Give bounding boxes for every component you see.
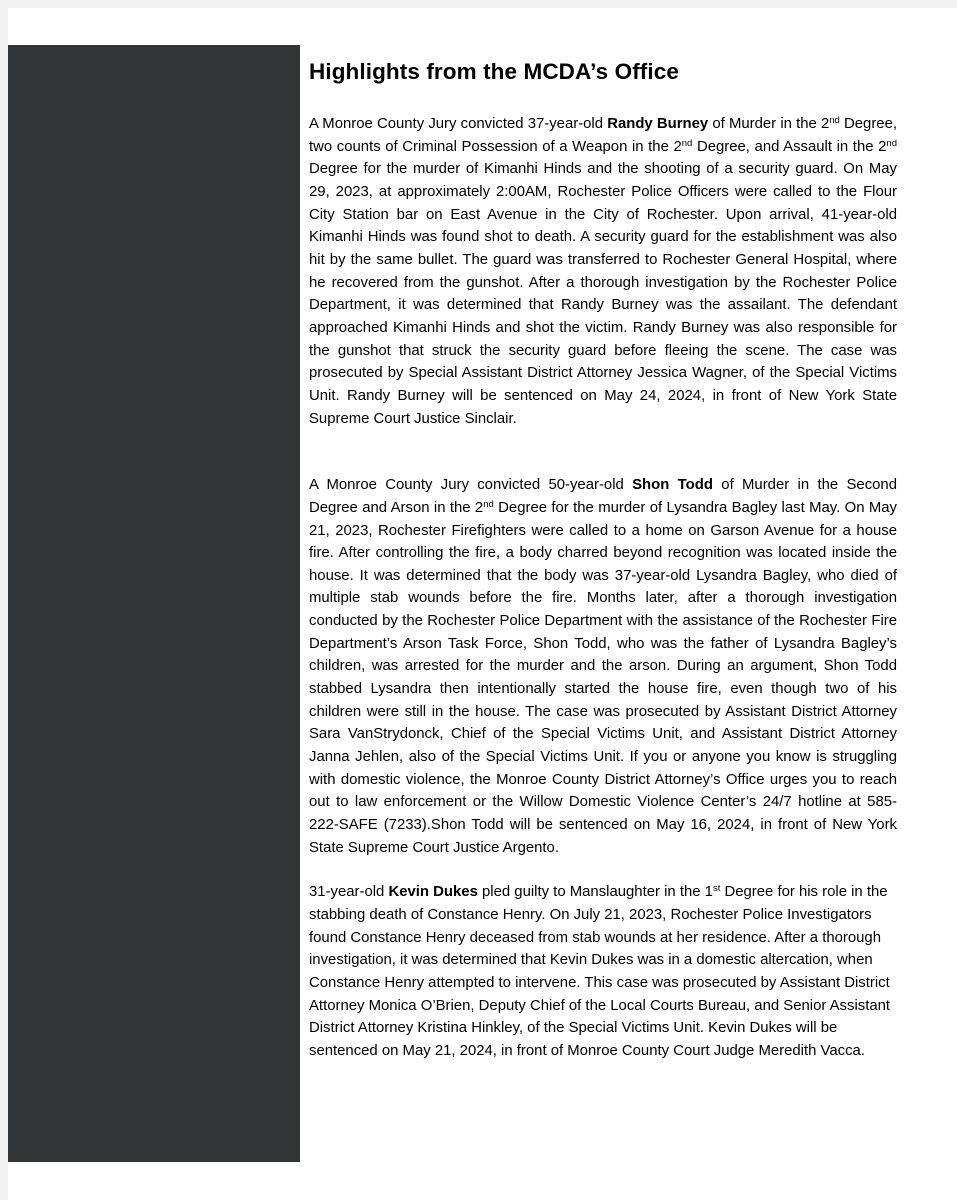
case-text: Degree for the murder of Kimanhi Hinds and the shooting of a security guard. On May 29, 2023, at approximately 2:00AM, Rochester Police Officers were called to the Flour City Station bar on East Avenue in the City of Rochester. Upon arrival, 41-year-old Kimanhi Hinds was found shot to death. A security guard for the establishment was also hit by the same bullet. The guard was transferred to Rochester General Hospital, where he recovered from the gunshot. After a thorough investigation by the Rochester Police Department, it was determined that Randy Burney was the assailant. The defendant approached Kimanhi Hinds and shot the victim. Randy Burney was also responsible for the gunshot that struck the security guard before fleeing the scene. The case was prosecuted by Special Assistant District Attorney Jessica Wagner, of the Special Victims Unit. Randy Burney will be sentenced on May 24, 2024, in front of New York State Supreme Court Justice Sinclair.: [309, 161, 897, 427]
case-text: A Monroe County Jury convicted 50-year-old: [309, 477, 633, 494]
defendant-name: Kevin Dukes: [388, 884, 478, 901]
ordinal-suffix: nd: [829, 115, 840, 126]
paragraph-spacer: [309, 430, 897, 452]
case-text: Degree for his role in the stabbing death of Constance Henry. On July 21, 2023, Rochester Police Investigators found Constance Henry deceased from stab wounds at her residence. After a thorough investigation, it was determined that Kevin Dukes was in a domestic altercation, when Constance Henry attempted to intervene. This case was prosecuted by Assistant District Attorney Monica O’Brien, Deputy Chief of the Local Courts Bureau, and Senior Assistant District Attorney Kristina Hinkley, of the Special Victims Unit. Kevin Dukes will be sentenced on May 21, 2024, in front of Monroe County Court Judge Meredith Vacca.: [309, 884, 891, 1059]
paragraph-spacer: [309, 859, 897, 881]
case-text: Degree, and Assault in the 2: [692, 138, 887, 155]
paragraph-spacer: [309, 452, 897, 474]
case-text: Degree for the murder of Lysandra Bagley last May. On May 21, 2023, Rochester Firefighters were called to a home on Garson Avenue for a house fire. After controlling the fire, a body charred beyond recognition was located inside the house. It was determined that the body was 37-year-old Lysandra Bagley, who died of multiple stab wounds before the fire. Months later, after a thorough investigation conducted by the Rochester Police Department with the assistance of the Rochester Fire Department’s Arson Task Force, Shon Todd, who was the father of Lysandra Bagley’s children, was arrested for the murder and the arson. During an argument, Shon Todd stabbed Lysandra then intentionally started the house fire, even though two of his children were still in the house. The case was prosecuted by Assistant District Attorney Sara VanStrydonck, Chief of the Special Victims Unit, and Assistant District Attorney Janna Jehlen, also of the Special Victims Unit. If you or anyone you know is struggling with domestic violence, the Monroe County District Attorney’s Office urges you to reach out to law enforcement or the Willow Domestic Violence Center’s 24/7 hotline at 585-222-SAFE (7233).Shon Todd will be sentenced on May 16, 2024, in front of New York State Supreme Court Justice Argento.: [309, 499, 897, 856]
case-paragraph-dukes: [309, 881, 897, 1062]
document-body: [309, 57, 897, 1063]
page-title: Highlights from the MCDA’s Office: [309, 59, 679, 84]
case-text: A Monroe County Jury convicted 37-year-old: [309, 116, 608, 132]
ordinal-suffix: nd: [483, 498, 494, 510]
defendant-name: Randy Burney: [607, 116, 709, 132]
case-text: Degree, two counts of Criminal Possession of a Weapon in the 2: [309, 116, 897, 155]
sidebar-bar: [8, 45, 300, 1162]
ordinal-suffix: nd: [681, 137, 693, 149]
case-paragraph-todd: [309, 474, 897, 859]
case-text: of Murder in the 2: [708, 116, 830, 132]
case-text: of Murder in the Second Degree and Arson in the 2: [309, 477, 897, 516]
defendant-name: Shon Todd: [632, 477, 713, 494]
ordinal-suffix: nd: [886, 137, 897, 149]
ordinal-suffix: st: [712, 883, 721, 895]
case-paragraph-burney: [309, 113, 897, 430]
document-page: [8, 8, 957, 1200]
case-text: pled guilty to Manslaughter in the 1: [477, 884, 713, 901]
case-text: 31-year-old: [309, 884, 389, 901]
